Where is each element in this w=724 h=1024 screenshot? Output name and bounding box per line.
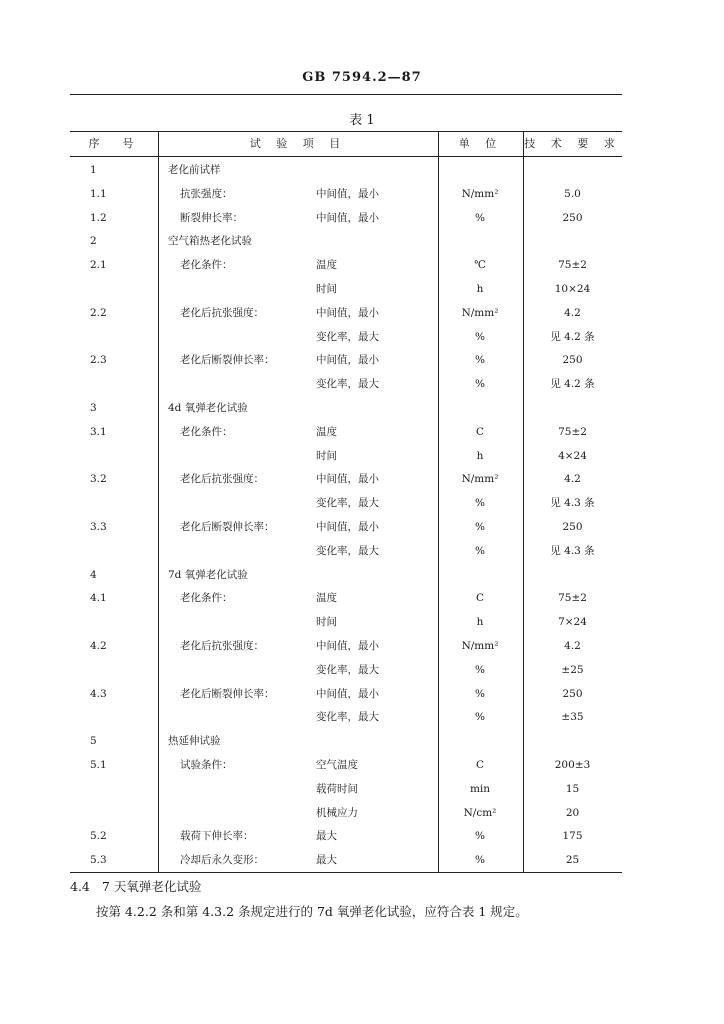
row-requirement: 15	[565, 782, 580, 795]
row-requirement: 75±2	[558, 425, 587, 438]
row-number: 2.2	[90, 306, 107, 319]
row-label: 试验条件：	[180, 759, 233, 771]
row-number: 1.2	[90, 211, 107, 224]
header-number: 序 号	[88, 137, 140, 150]
table-row	[70, 705, 622, 729]
table-row	[70, 729, 622, 753]
row-requirement: 175	[562, 830, 583, 843]
row-subitem: 变化率，最大	[316, 711, 379, 724]
row-unit: %	[475, 854, 485, 867]
row-unit: %	[475, 711, 485, 724]
row-requirement: 250	[562, 354, 583, 367]
table-row	[70, 586, 622, 610]
row-number: 5.2	[90, 830, 107, 843]
table-row	[70, 253, 622, 277]
row-subitem: 变化率，最大	[316, 497, 379, 510]
table-row	[70, 206, 622, 230]
row-subitem: 时间	[316, 283, 337, 295]
row-unit: N/mm²	[461, 306, 499, 319]
table-row	[70, 515, 622, 539]
row-number: 1	[90, 164, 97, 176]
table-row	[70, 182, 622, 206]
row-requirement: 见 4.2 条	[550, 330, 595, 343]
row-label: 老化后断裂伸长率：	[180, 687, 275, 700]
row-label: 老化条件：	[180, 425, 233, 438]
row-requirement: 5.0	[564, 187, 581, 200]
table-caption: 表 1	[349, 113, 375, 128]
row-subitem: 最大	[316, 830, 337, 843]
row-subitem: 变化率，最大	[316, 544, 379, 557]
row-requirement: 10×24	[554, 283, 591, 295]
row-requirement: 4.2	[564, 640, 581, 652]
table-row	[70, 801, 622, 825]
row-requirement: 见 4.3 条	[550, 544, 595, 557]
table-row	[70, 301, 622, 325]
row-subitem: 温度	[316, 259, 337, 272]
row-unit: N/mm²	[461, 640, 499, 652]
table-row	[70, 491, 622, 515]
row-label: 老化后抗张强度：	[180, 473, 264, 486]
row-unit: ℃	[474, 259, 486, 272]
table-header-border	[70, 156, 622, 157]
table-row	[70, 467, 622, 491]
row-subitem: 温度	[316, 425, 337, 438]
row-unit: %	[475, 544, 485, 557]
row-number: 3.3	[90, 521, 107, 533]
row-unit: C	[475, 425, 485, 438]
row-subitem: 中间值，最小	[316, 187, 379, 200]
table-row	[70, 277, 622, 301]
table-row	[70, 610, 622, 634]
row-label: 断裂伸长率：	[180, 211, 243, 224]
row-unit: h	[476, 616, 484, 629]
row-label: 4d 氧弹老化试验	[168, 402, 248, 414]
row-requirement: ±25	[561, 663, 584, 676]
row-label: 老化后断裂伸长率：	[180, 354, 275, 367]
row-unit: N/mm²	[461, 187, 499, 200]
table-row	[70, 539, 622, 563]
table-row	[70, 824, 622, 848]
row-requirement: 250	[562, 211, 583, 224]
section-heading	[70, 877, 201, 895]
row-requirement: 75±2	[558, 592, 587, 605]
row-requirement: 7×24	[558, 616, 587, 629]
row-requirement: 见 4.2 条	[550, 378, 595, 391]
row-number: 4	[90, 568, 97, 581]
row-unit: C	[475, 592, 485, 605]
table-row	[70, 634, 622, 658]
row-unit: N/mm²	[461, 473, 499, 486]
row-number: 3.2	[90, 473, 107, 486]
row-unit: %	[475, 211, 485, 224]
row-requirement: 4.2	[564, 473, 581, 486]
row-subitem: 中间值，最小	[316, 306, 379, 319]
row-subitem: 中间值，最小	[316, 521, 379, 533]
table-row	[70, 420, 622, 444]
row-label: 抗张强度：	[180, 187, 233, 200]
table-row	[70, 682, 622, 706]
row-number: 4.2	[90, 640, 107, 652]
row-requirement: 250	[562, 687, 583, 700]
row-requirement: 4.2	[564, 306, 581, 319]
row-number: 2	[90, 235, 97, 248]
table-row	[70, 444, 622, 468]
row-requirement: 4×24	[558, 449, 587, 462]
table-row	[70, 777, 622, 801]
row-subitem: 中间值，最小	[316, 211, 379, 224]
table-row	[70, 658, 622, 682]
spec-table	[70, 131, 622, 873]
row-unit: %	[475, 378, 485, 391]
table-row	[70, 396, 622, 420]
row-label: 冷却后永久变形：	[180, 854, 264, 867]
row-unit: %	[475, 330, 485, 343]
row-number: 5.3	[90, 854, 107, 867]
row-number: 4.1	[90, 592, 107, 605]
table-row	[70, 325, 622, 349]
row-label: 老化后抗张强度：	[180, 306, 264, 319]
row-number: 5	[90, 735, 97, 748]
table-row	[70, 563, 622, 587]
row-number: 3	[90, 402, 97, 414]
row-subitem: 中间值，最小	[316, 354, 379, 367]
row-subitem: 时间	[316, 449, 337, 462]
header-item: 试 验 项 目	[249, 137, 347, 150]
row-label: 老化后断裂伸长率：	[180, 521, 275, 533]
row-requirement: ±35	[561, 711, 584, 724]
section-number: 4.4	[70, 879, 90, 894]
row-unit: %	[475, 521, 485, 533]
header-rule	[70, 94, 622, 95]
row-subitem: 温度	[316, 592, 337, 605]
row-subitem: 中间值，最小	[316, 687, 379, 700]
row-unit: N/cm²	[463, 806, 497, 819]
row-subitem: 变化率，最大	[316, 663, 379, 676]
row-number: 2.3	[90, 354, 107, 367]
row-unit: %	[475, 830, 485, 843]
row-subitem: 载荷时间	[316, 782, 358, 795]
row-label: 载荷下伸长率：	[180, 830, 254, 843]
row-unit: h	[476, 283, 484, 295]
row-number: 5.1	[90, 759, 107, 771]
row-subitem: 中间值，最小	[316, 473, 379, 486]
row-requirement: 20	[565, 806, 580, 819]
row-requirement: 200±3	[554, 759, 591, 771]
row-subitem: 最大	[316, 854, 337, 867]
table-row	[70, 229, 622, 253]
table-row	[70, 348, 622, 372]
row-subitem: 空气温度	[316, 759, 358, 771]
row-number: 3.1	[90, 425, 107, 438]
table-row	[70, 753, 622, 777]
row-unit: min	[469, 782, 491, 795]
row-subitem: 中间值，最小	[316, 640, 379, 652]
header-requirement: 技 术 要 求	[524, 137, 621, 150]
section-paragraph: 按第 4.2.2 条和第 4.3.2 条规定进行的 7d 氧弹老化试验，应符合表 1 规定。	[96, 904, 528, 919]
row-unit: %	[475, 497, 485, 510]
row-unit: %	[475, 663, 485, 676]
row-requirement: 75±2	[558, 259, 587, 272]
row-label: 老化条件：	[180, 592, 233, 605]
row-requirement: 25	[565, 854, 580, 867]
row-number: 2.1	[90, 259, 107, 272]
table-row	[70, 372, 622, 396]
row-label: 老化前试样	[168, 164, 221, 176]
row-subitem: 变化率，最大	[316, 378, 379, 391]
row-requirement: 见 4.3 条	[550, 497, 595, 510]
row-label: 空气箱热老化试验	[168, 235, 252, 248]
section-title: 7 天氧弹老化试验	[101, 879, 202, 894]
row-unit: h	[476, 449, 484, 462]
header-unit: 单 位	[458, 137, 503, 150]
row-unit: %	[475, 354, 485, 367]
row-number: 1.1	[90, 187, 107, 200]
row-requirement: 250	[562, 521, 583, 533]
row-label: 热延伸试验	[168, 735, 221, 748]
row-unit: %	[475, 687, 485, 700]
table-row	[70, 158, 622, 182]
row-unit: C	[475, 759, 485, 771]
row-number: 4.3	[90, 687, 107, 700]
table-row	[70, 848, 622, 872]
row-subitem: 变化率，最大	[316, 330, 379, 343]
row-label: 老化条件：	[180, 259, 233, 272]
row-subitem: 机械应力	[316, 806, 358, 819]
row-label: 老化后抗张强度：	[180, 640, 264, 652]
standard-number: GB 7594.2—87	[302, 70, 422, 85]
row-subitem: 时间	[316, 616, 337, 629]
row-label: 7d 氧弹老化试验	[168, 568, 248, 581]
